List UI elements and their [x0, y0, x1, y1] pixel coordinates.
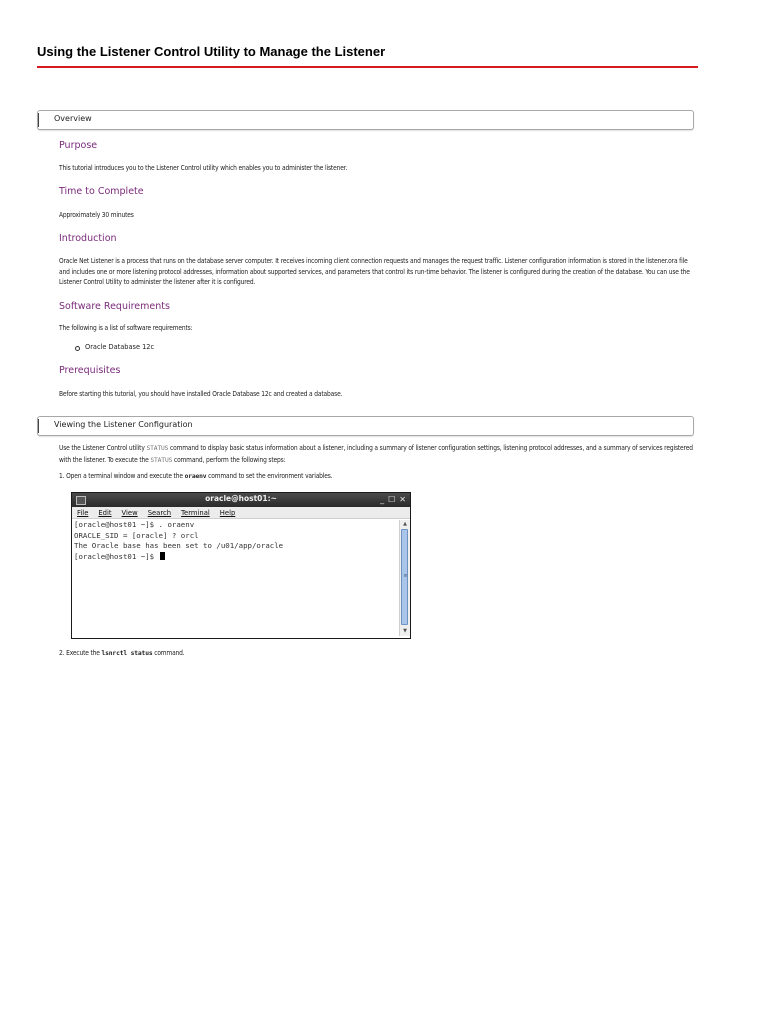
section-overview-label: Overview: [54, 114, 92, 123]
terminal-menubar: [72, 507, 410, 519]
prerequisites-text: Before starting this tutorial, you should have installed Oracle Database 12c and created a database.: [59, 390, 343, 398]
prerequisites-heading: Prerequisites: [59, 365, 121, 376]
close-icon[interactable]: ✕: [399, 495, 406, 504]
terminal-line: [oracle@host01 ~]$ . oraenv: [74, 520, 195, 529]
window-controls: [380, 494, 406, 505]
terminal-line: ORACLE_SID = [oracle] ? orcl: [74, 530, 199, 540]
introduction-text: Oracle Net Listener is a process that runs on the database server computer. It receives incoming client connection requests and manages the request traffic. Listener configuration information is stored in the listener.ora file and includes one or more listening protocol addresses, information about supported services, and parameters that control its run-time behavior. The listener is configured during the creation of the database. You can use the Listener Control Utility to administer the listener after it is configured.: [59, 257, 690, 286]
scroll-down-icon[interactable]: ▼: [403, 628, 407, 634]
terminal-titlebar: [72, 493, 410, 507]
software-list: [74, 343, 154, 351]
text-run: 2. Execute the: [59, 649, 102, 657]
menu-edit[interactable]: Edit: [98, 509, 112, 517]
software-heading: Software Requirements: [59, 301, 170, 312]
status-command-code: STATUS: [146, 445, 169, 452]
purpose-text: This tutorial introduces you to the Listener Control utility which enables you to administer the listener.: [59, 164, 348, 172]
section-viewing-header[interactable]: [37, 416, 694, 436]
text-run: 1. Open a terminal window and execute the: [59, 472, 185, 480]
step-2: [59, 649, 699, 657]
text-run: Use the Listener Control utility: [59, 444, 147, 452]
menu-view[interactable]: View: [121, 509, 138, 517]
scroll-thumb[interactable]: [401, 529, 408, 625]
title-divider: [37, 66, 698, 68]
time-text: Approximately 30 minutes: [59, 211, 134, 219]
section-overview-header[interactable]: [37, 110, 694, 130]
terminal-line: The Oracle base has been set to /u01/app/oracle: [74, 541, 284, 550]
viewing-intro-text: [59, 443, 699, 466]
lsnrctl-command-code: lsnrctl status: [101, 650, 153, 657]
maximize-icon[interactable]: ☐: [388, 495, 396, 504]
section-marker: [38, 419, 39, 433]
terminal-title: oracle@host01:~: [205, 494, 277, 503]
terminal-window: [71, 492, 411, 639]
scroll-up-icon[interactable]: ▲: [403, 521, 407, 527]
terminal-scrollbar[interactable]: [399, 520, 410, 636]
step-1: [59, 472, 699, 480]
cursor: [160, 552, 165, 560]
section-viewing-label: Viewing the Listener Configuration: [54, 420, 193, 429]
list-item: Oracle Database 12c: [74, 343, 154, 351]
grip-icon: ≡: [403, 573, 408, 579]
text-run: command to display basic status information about a listener, including a summary of listener configuration settings, listening protocol addresses, and a summary of services registered with the listener. To execute the: [59, 444, 693, 464]
page-title: Using the Listener Control Utility to Manage the Listener: [37, 44, 386, 59]
menu-terminal[interactable]: Terminal: [181, 509, 210, 517]
text-run: command, perform the following steps:: [172, 455, 286, 464]
minimize-icon[interactable]: _: [380, 495, 385, 504]
text-run: command.: [152, 649, 185, 657]
terminal-prompt: [oracle@host01 ~]$: [74, 551, 159, 561]
introduction-heading: Introduction: [59, 233, 117, 244]
menu-help[interactable]: Help: [219, 509, 236, 517]
menu-search[interactable]: Search: [147, 509, 172, 517]
menu-file[interactable]: File: [77, 509, 89, 517]
terminal-output[interactable]: [74, 520, 397, 636]
purpose-heading: Purpose: [59, 140, 98, 151]
software-text: The following is a list of software requirements:: [59, 324, 193, 332]
time-heading: Time to Complete: [59, 186, 144, 197]
terminal-prompt-line: [74, 552, 397, 563]
status-command-code: STATUS: [150, 456, 173, 464]
section-marker: [38, 113, 39, 127]
oraenv-command-code: oraenv: [184, 473, 207, 480]
text-run: command to set the environment variables.: [206, 472, 333, 480]
